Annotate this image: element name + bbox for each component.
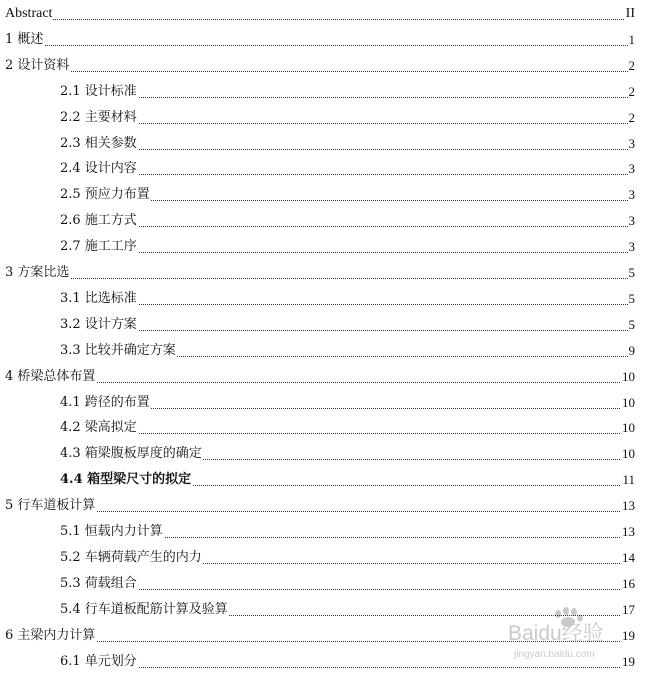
toc-entry-title: 4.3 箱梁腹板厚度的确定 xyxy=(60,441,203,467)
toc-dot-leader xyxy=(64,226,632,227)
toc-entry-title: 1 概述 xyxy=(5,27,44,53)
toc-page-number: 2 xyxy=(628,53,636,79)
toc-entry[interactable] xyxy=(0,234,662,260)
toc-entry[interactable] xyxy=(0,131,662,157)
toc-page-number: 14 xyxy=(621,545,635,571)
toc-page-number: 19 xyxy=(621,623,635,649)
toc-dot-leader xyxy=(64,667,632,668)
toc-page-number: 11 xyxy=(621,467,635,493)
toc-entry-title: 3.1 比选标准 xyxy=(60,286,138,312)
toc-entry[interactable] xyxy=(0,79,662,105)
toc-entry-title: 3.2 设计方案 xyxy=(60,312,138,338)
toc-dot-leader xyxy=(9,382,632,383)
toc-entry[interactable] xyxy=(0,260,662,286)
toc-entry-title: 4 桥梁总体布置 xyxy=(5,364,96,390)
toc-entry[interactable] xyxy=(0,105,662,131)
toc-dot-leader xyxy=(64,97,632,98)
toc-entry[interactable] xyxy=(0,53,662,79)
toc-entry[interactable] xyxy=(0,545,662,571)
toc-entry-title: 2 设计资料 xyxy=(5,53,70,79)
toc-page-number: 9 xyxy=(628,338,636,364)
toc-entry-title: 2.1 设计标准 xyxy=(60,79,138,105)
toc-dot-leader xyxy=(64,123,632,124)
toc-page-number: 10 xyxy=(621,441,635,467)
toc-dot-leader xyxy=(64,330,632,331)
toc-page-number: 2 xyxy=(628,79,636,105)
toc-page-number: 3 xyxy=(628,208,636,234)
toc-entry[interactable] xyxy=(0,156,662,182)
toc-dot-leader xyxy=(9,71,632,72)
toc-entry-title: 6.1 单元划分 xyxy=(60,649,138,675)
toc-entry-title: 5.2 车辆荷载产生的内力 xyxy=(60,545,203,571)
toc-entry-title: 2.4 设计内容 xyxy=(60,156,138,182)
toc-page-number: 5 xyxy=(628,312,636,338)
toc-page-number: 2 xyxy=(628,105,636,131)
toc-dot-leader xyxy=(9,45,632,46)
toc-entry[interactable] xyxy=(0,571,662,597)
toc-entry[interactable] xyxy=(0,182,662,208)
toc-entry[interactable] xyxy=(0,623,662,649)
toc-dot-leader xyxy=(9,278,632,279)
toc-page-number: 13 xyxy=(621,519,635,545)
toc-dot-leader xyxy=(9,641,632,642)
toc-entry[interactable] xyxy=(0,208,662,234)
toc-entry[interactable] xyxy=(0,519,662,545)
toc-page-number: 3 xyxy=(628,156,636,182)
toc-page-number: II xyxy=(625,1,635,27)
toc-entry-title: 2.6 施工方式 xyxy=(60,208,138,234)
toc-entry-title: 2.2 主要材料 xyxy=(60,105,138,131)
toc-entry[interactable] xyxy=(0,441,662,467)
toc-page-number: 10 xyxy=(621,415,635,441)
toc-dot-leader xyxy=(64,433,632,434)
toc-entry-title: 4.1 跨径的布置 xyxy=(60,390,151,416)
toc-entry-title: 5.4 行车道板配筋计算及验算 xyxy=(60,597,229,623)
toc-entry-title: 4.2 梁高拟定 xyxy=(60,415,138,441)
toc-entry-title: 2.3 相关参数 xyxy=(60,131,138,157)
watermark-url: jingyan.baidu.com xyxy=(514,649,595,660)
toc-dot-leader xyxy=(64,304,632,305)
toc-dot-leader xyxy=(64,149,632,150)
toc-entry-title: 5.3 荷载组合 xyxy=(60,571,138,597)
toc-entry-title: 4.4 箱型梁尺寸的拟定 xyxy=(60,467,192,493)
toc-entry-title: 5.1 恒载内力计算 xyxy=(60,519,164,545)
toc-dot-leader xyxy=(9,19,632,20)
toc-page-number: 3 xyxy=(628,234,636,260)
toc-page-number: 17 xyxy=(621,597,635,623)
toc-dot-leader xyxy=(64,252,632,253)
toc-entry[interactable] xyxy=(0,364,662,390)
toc-entry[interactable] xyxy=(0,493,662,519)
toc-entry-title: 6 主梁内力计算 xyxy=(5,623,96,649)
toc-page-number: 16 xyxy=(621,571,635,597)
toc-page-number: 10 xyxy=(621,390,635,416)
toc-entry[interactable] xyxy=(0,338,662,364)
toc-dot-leader xyxy=(9,511,632,512)
toc-dot-leader xyxy=(64,174,632,175)
toc-page-number: 3 xyxy=(628,182,636,208)
toc-entry-title: 2.7 施工工序 xyxy=(60,234,138,260)
toc-entry[interactable] xyxy=(0,27,662,53)
toc-page-number: 13 xyxy=(621,493,635,519)
toc-entry[interactable] xyxy=(0,649,662,675)
toc-entry-title: 3 方案比选 xyxy=(5,260,70,286)
toc-entry[interactable] xyxy=(0,597,662,623)
toc-entry[interactable] xyxy=(0,467,662,493)
toc-dot-leader xyxy=(64,589,632,590)
toc-entry[interactable] xyxy=(0,415,662,441)
toc-entry[interactable] xyxy=(0,286,662,312)
toc-page-number: 1 xyxy=(628,27,636,53)
toc-page-number: 10 xyxy=(621,364,635,390)
toc-entry[interactable] xyxy=(0,312,662,338)
toc-page-number: 19 xyxy=(621,649,635,675)
toc-entry-title: Abstract xyxy=(5,1,53,27)
toc-entry-title: 2.5 预应力布置 xyxy=(60,182,151,208)
toc-entry-title: 3.3 比较并确定方案 xyxy=(60,338,177,364)
toc-entry[interactable] xyxy=(0,390,662,416)
toc-entry-title: 5 行车道板计算 xyxy=(5,493,96,519)
toc-page-number: 5 xyxy=(628,260,636,286)
toc-page-number: 3 xyxy=(628,131,636,157)
toc-page-number: 5 xyxy=(628,286,636,312)
watermark-brand: Baidu经验 xyxy=(508,622,604,645)
toc-entry[interactable] xyxy=(0,1,662,27)
